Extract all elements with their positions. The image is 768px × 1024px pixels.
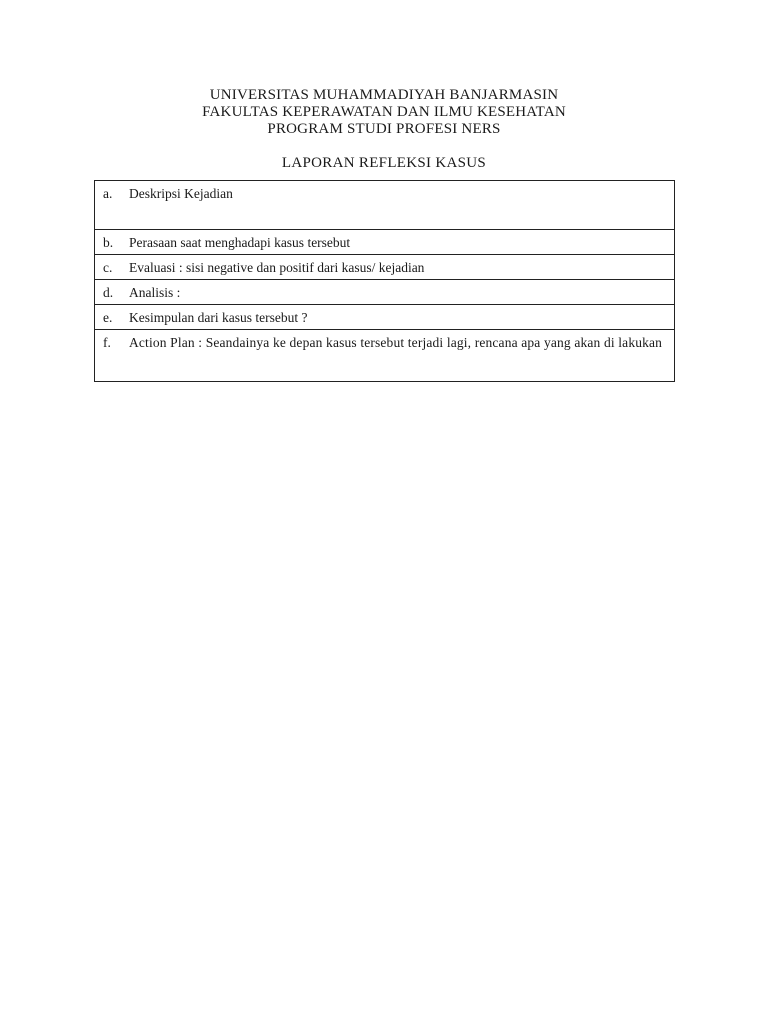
row-letter: e. bbox=[103, 310, 113, 325]
row-letter: a. bbox=[103, 186, 113, 201]
row-label: Analisis : bbox=[129, 285, 181, 300]
row-label: Deskripsi Kejadian bbox=[129, 186, 233, 201]
program-name: PROGRAM STUDI PROFESI NERS bbox=[267, 121, 501, 137]
row-letter: f. bbox=[103, 335, 111, 350]
row-label: Action Plan : Seandainya ke depan kasus tersebut terjadi lagi, rencana apa yang akan di lakukan bbox=[129, 335, 663, 350]
row-letter: b. bbox=[103, 235, 114, 250]
reflection-form-table bbox=[94, 180, 675, 382]
table-row[interactable] bbox=[95, 181, 674, 229]
row-letter: c. bbox=[103, 260, 113, 275]
row-label: Evaluasi : sisi negative dan positif dari kasus/ kejadian bbox=[129, 260, 425, 275]
faculty-name: FAKULTAS KEPERAWATAN DAN ILMU KESEHATAN bbox=[202, 104, 566, 120]
row-label: Kesimpulan dari kasus tersebut ? bbox=[129, 310, 308, 325]
row-letter: d. bbox=[103, 285, 114, 300]
table-row[interactable] bbox=[95, 329, 674, 381]
table-row[interactable] bbox=[95, 304, 674, 329]
table-row[interactable] bbox=[95, 229, 674, 254]
row-label: Perasaan saat menghadapi kasus tersebut bbox=[129, 235, 351, 250]
university-name: UNIVERSITAS MUHAMMADIYAH BANJARMASIN bbox=[209, 87, 559, 103]
report-title: LAPORAN REFLEKSI KASUS bbox=[281, 155, 487, 171]
table-row[interactable] bbox=[95, 254, 674, 279]
document-header bbox=[0, 87, 768, 138]
table-row[interactable] bbox=[95, 279, 674, 304]
